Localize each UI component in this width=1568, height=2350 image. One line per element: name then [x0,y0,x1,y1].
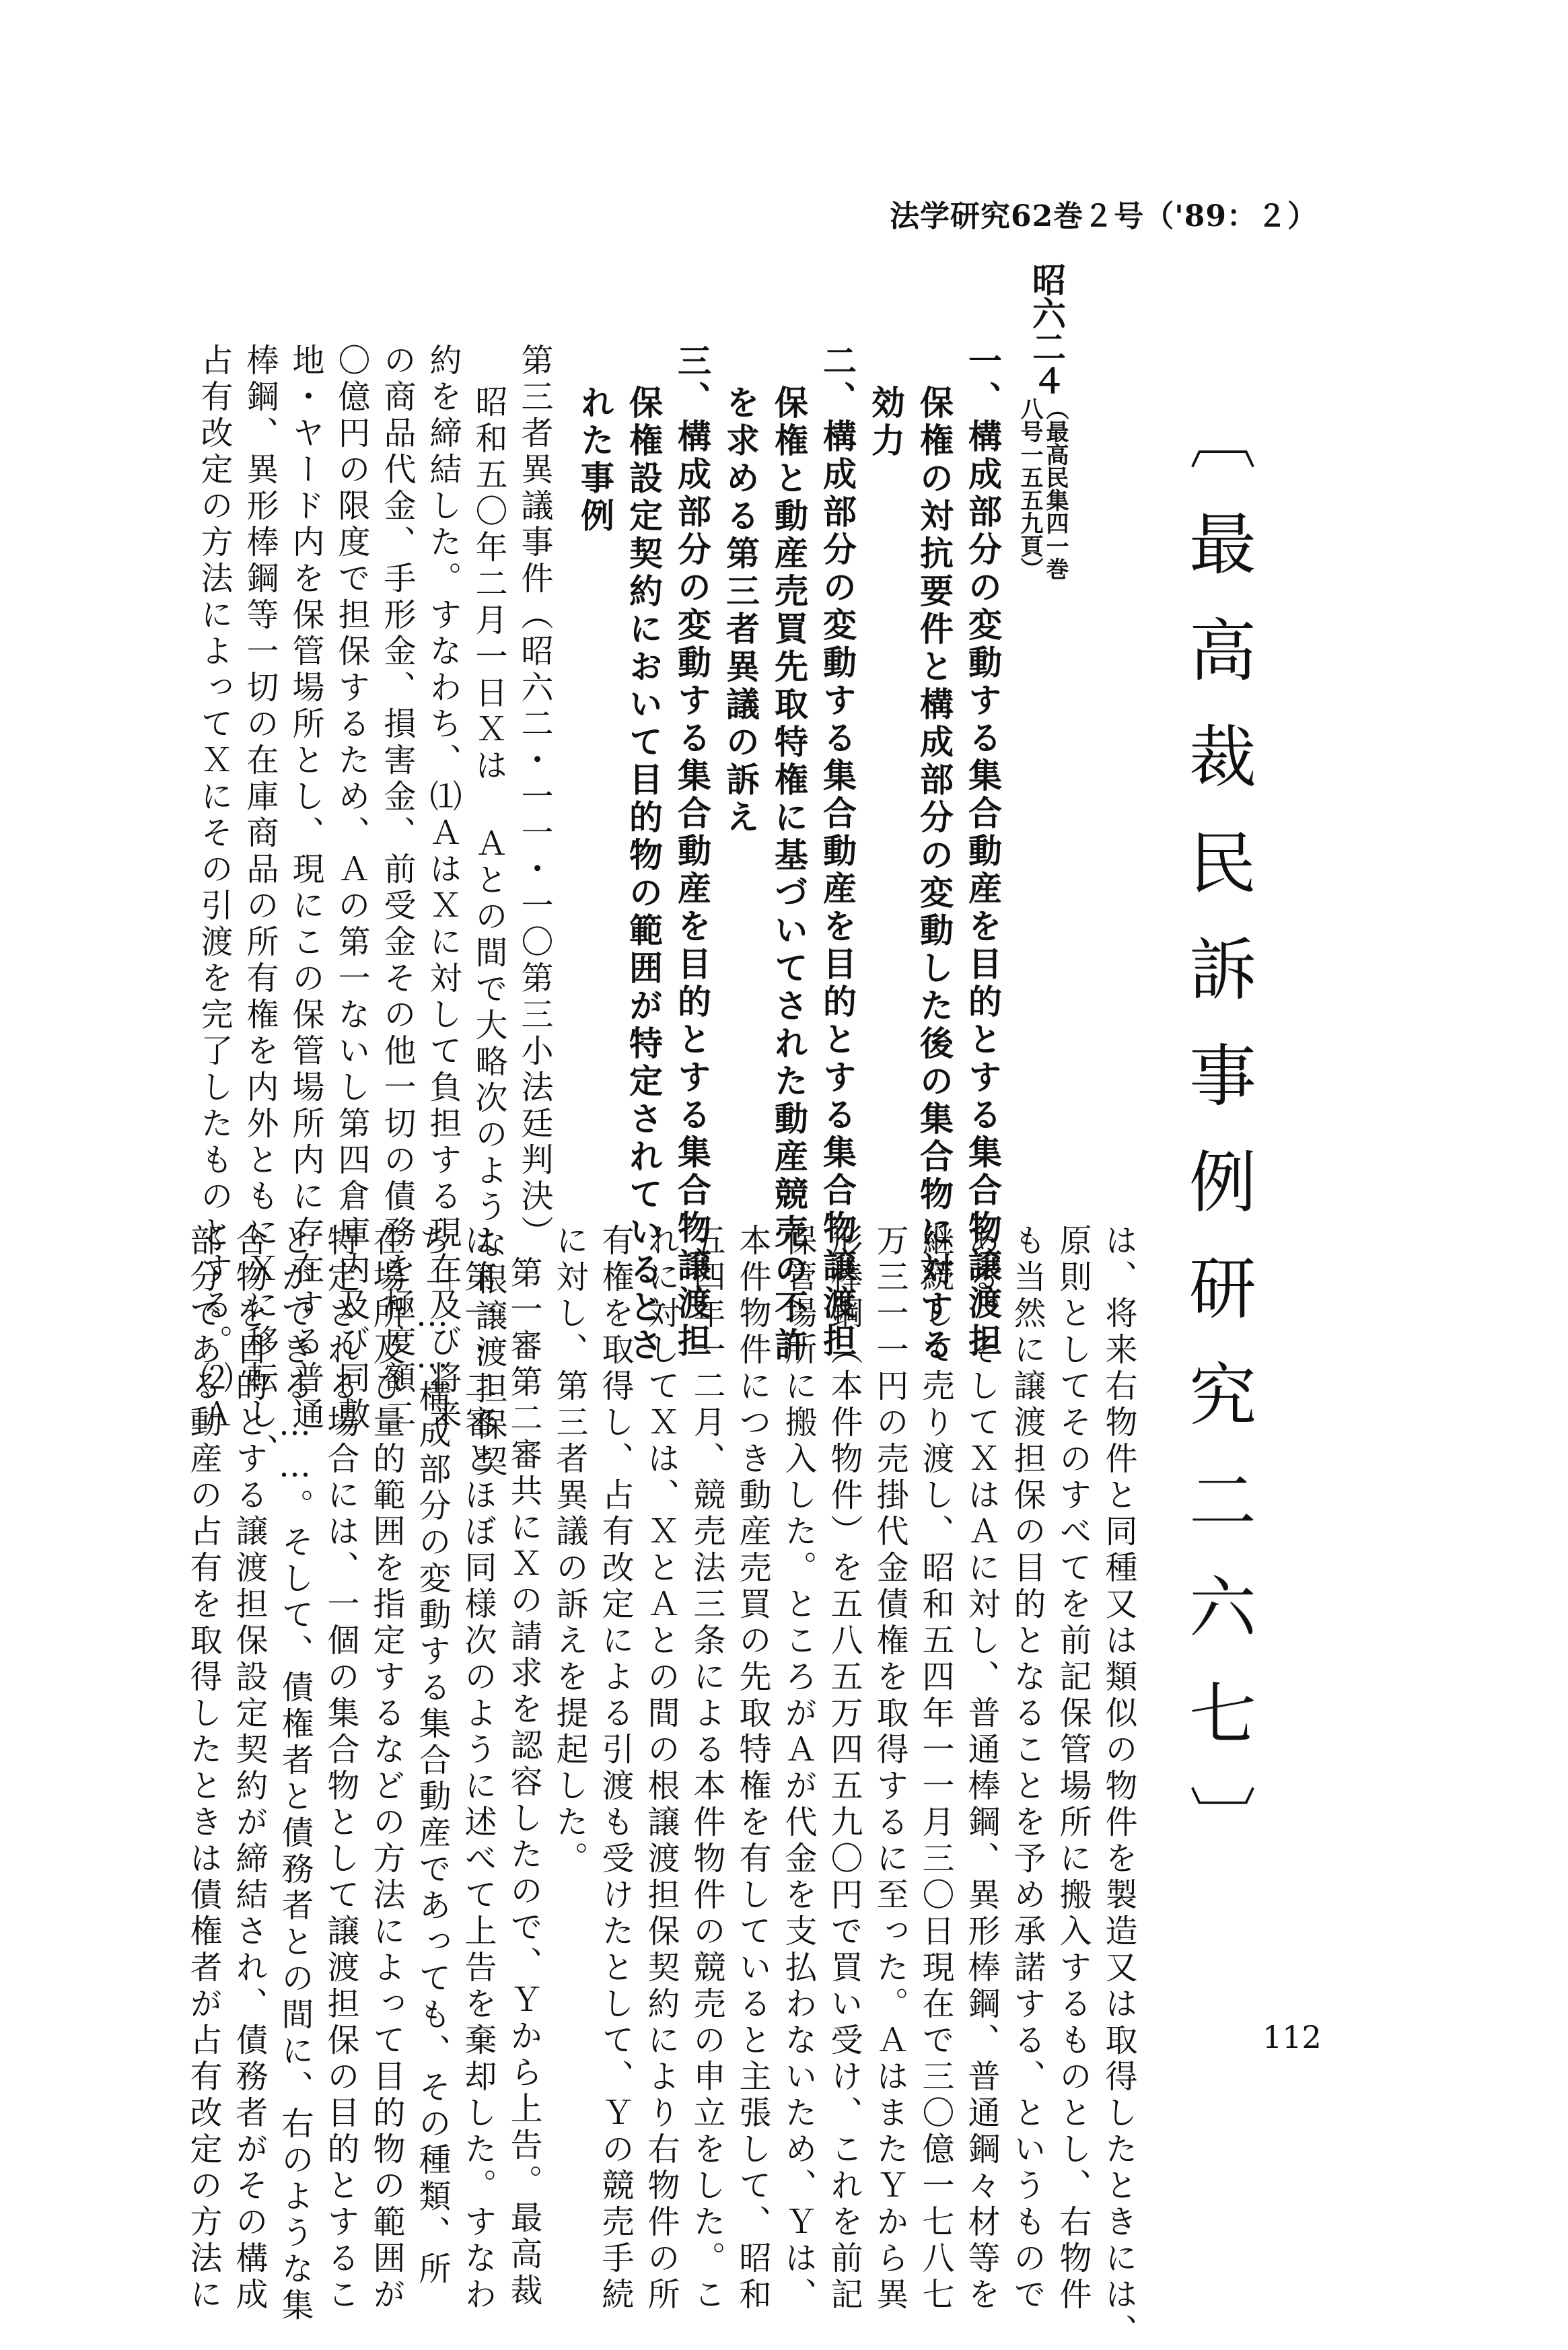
body-line: とができる……。そして、債権者と債務者との間に、右のような集 [276,1223,314,2324]
body-line: 特定される場合には、一個の集合物として譲渡担保の目的とするこ [322,1223,359,2314]
case-reference-line-2: 八号一五五九頁） [1016,397,1043,580]
body-line: も当然に譲渡担保の目的となることを予め承諾する、というもので [1008,1223,1046,2314]
body-line: れに対してＸは、ＸとＡとの間の根譲渡担保契約により右物件の所 [642,1223,680,2314]
body-line: 約を締結した。すなわち、⑴ＡはＸに対して負担する現在及び将来 [424,343,462,1433]
section-title: 〔最高裁民訴事例研究二六七〕 [1178,402,1256,1891]
body-line: 本件物件につき動産売買の先取特権を有していると主張して、昭和 [734,1223,771,2314]
body-line: ち「……構成部分の変動する集合動産であっても、その種類、所 [413,1223,451,2288]
journal-header: 法学研究62巻２号（'89：２） [890,199,1318,234]
body-line: ある。そしてＸはＡに対し、普通棒鋼、異形棒鋼、普通鋼々材等を [962,1223,1000,2314]
body-line: 原則としてそのすべてを前記保管場所に搬入するものとし、右物件 [1054,1223,1092,2314]
page-number: 112 [1262,2019,1322,2055]
body-line: 〇億円の限度で担保するため、Ａの第一ないし第四倉庫内及び同敷 [332,343,370,1433]
body-line: 万三一一円の売掛代金債権を取得するに至った。ＡはまたＹから異 [871,1223,908,2314]
headnote-line: 一、構成部分の変動する集合動産を目的とする集合物譲渡担 [963,343,1002,1361]
body-line: 第三者異議事件（昭六二・一一・一〇第三小法廷判決） [515,343,553,1252]
case-number: 昭六二４ [1027,262,1066,397]
body-line: の商品代金、手形金、損害金、前受金その他一切の債務を極度額二 [378,343,416,1433]
headnote-line: 三、構成部分の変動する集合動産を目的とする集合物譲渡担 [672,343,711,1361]
body-line: 棒鋼、異形棒鋼等一切の在庫商品の所有権を内外ともにＸに移転し、 [241,343,279,1470]
body-line: 五四年一二月、競売法三条による本件物件の競売の申立をした。こ [688,1223,725,2314]
headnote-line: れた事例 [575,385,614,536]
body-line: 継続して売り渡し、昭和五四年一一月三〇日現在で三〇億一七八七 [917,1223,954,2314]
body-line: は、将来右物件と同種又は類似の物件を製造又は取得したときには、 [1100,1223,1137,2350]
body-line: 第一審第二審共にＸの請求を認容したので、Ｙから上告。最高裁 [505,1256,542,2310]
headnote-line: 保権と動産売買先取特権に基づいてされた動産競売の不許 [769,385,808,1365]
body-line: 占有改定の方法によってＸにその引渡を完了したものとする。⑵Ａ [195,343,233,1433]
headnote-line: 二、構成部分の変動する集合動産を目的とする集合物譲渡担 [818,343,857,1361]
case-reference-line-1: （最高民集四一巻 [1042,397,1069,580]
body-line: 部分である動産の占有を取得したときは債権者が占有改定の方法に [184,1223,222,2314]
body-line: 在場所及び量的範囲を指定するなどの方法によって目的物の範囲が [367,1223,405,2314]
headnote-line: 保権の対抗要件と構成部分の変動した後の集合物に対する [915,385,954,1365]
headnote-line: を求める第三者異議の訴え [721,385,760,837]
body-line: 地・ヤード内を保管場所とし、現にこの保管場所内に存在する普通 [287,343,324,1433]
body-line: 保管場所に搬入した。ところがＡが代金を支払わないため、Ｙは、 [779,1223,817,2314]
body-line: 有権を取得し、占有改定による引渡も受けたとして、Ｙの競売手続 [596,1223,634,2314]
headnote-line: 効力 [866,385,905,460]
body-line: 合物を目的とする譲渡担保設定契約が締結され、債務者がその構成 [230,1223,268,2314]
body-line: は第一・二審とほぼ同様次のように述べて上告を棄却した。すなわ [459,1223,497,2314]
headnote-line: 保権設定契約において目的物の範囲が特定されているとさ [624,385,663,1365]
body-line: 昭和五〇年二月一日Ｘは Ａとの間で大略次のような根譲渡担保契 [470,385,507,1481]
body-line: に対し、第三者異議の訴えを提起した。 [550,1223,588,1878]
body-line: 形棒鋼（本件物件）を五八五万四五九〇円で買い受け、これを前記 [825,1223,863,2314]
